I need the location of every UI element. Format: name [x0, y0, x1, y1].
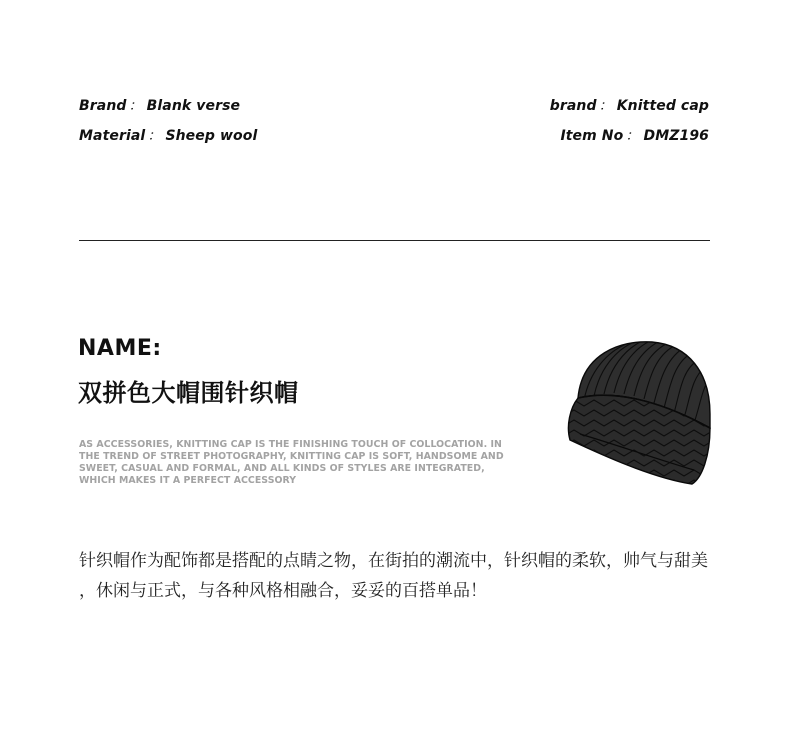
- brand-value: Blank verse: [146, 98, 241, 114]
- english-description-line: THE TREND OF STREET PHOTOGRAPHY, KNITTING CAP IS SOFT, HANDSOME AND: [79, 451, 504, 462]
- item-number-label: Item No: [560, 128, 624, 144]
- brand-separator: ：: [128, 98, 143, 114]
- item-number-separator: ：: [625, 128, 640, 144]
- material-separator: ：: [147, 128, 162, 144]
- brand-label: Brand: [79, 98, 127, 114]
- chinese-description-line: 针织帽作为配饰都是搭配的点睛之物，在街拍的潮流中，针织帽的柔软，帅气与甜美: [79, 551, 708, 571]
- chinese-description-line: ，休闲与正式，与各种风格相融合，妥妥的百搭单品！: [79, 581, 487, 601]
- chinese-description: [79, 546, 719, 606]
- header-divider: [79, 240, 710, 241]
- english-description-line: SWEET, CASUAL AND FORMAL, AND ALL KINDS OF STYLES ARE INTEGRATED,: [79, 463, 485, 474]
- type-value: Knitted cap: [616, 98, 709, 114]
- product-name: 双拼色大帽围针织帽: [78, 379, 299, 407]
- english-description: [79, 439, 504, 487]
- knitted-beanie-icon: [560, 336, 720, 492]
- type-separator: ：: [598, 98, 613, 114]
- material-label: Material: [79, 128, 146, 144]
- brand-spec: [79, 95, 240, 115]
- name-heading: NAME:: [78, 336, 162, 361]
- item-number-value: DMZ196: [643, 128, 709, 144]
- type-spec: [550, 95, 709, 115]
- material-value: Sheep wool: [165, 128, 258, 144]
- item-number-spec: [560, 125, 709, 145]
- english-description-line: AS ACCESSORIES, KNITTING CAP IS THE FINISHING TOUCH OF COLLOCATION. IN: [79, 439, 502, 450]
- type-label: brand: [549, 98, 597, 114]
- material-spec: [79, 125, 257, 145]
- english-description-line: WHICH MAKES IT A PERFECT ACCESSORY: [79, 475, 297, 486]
